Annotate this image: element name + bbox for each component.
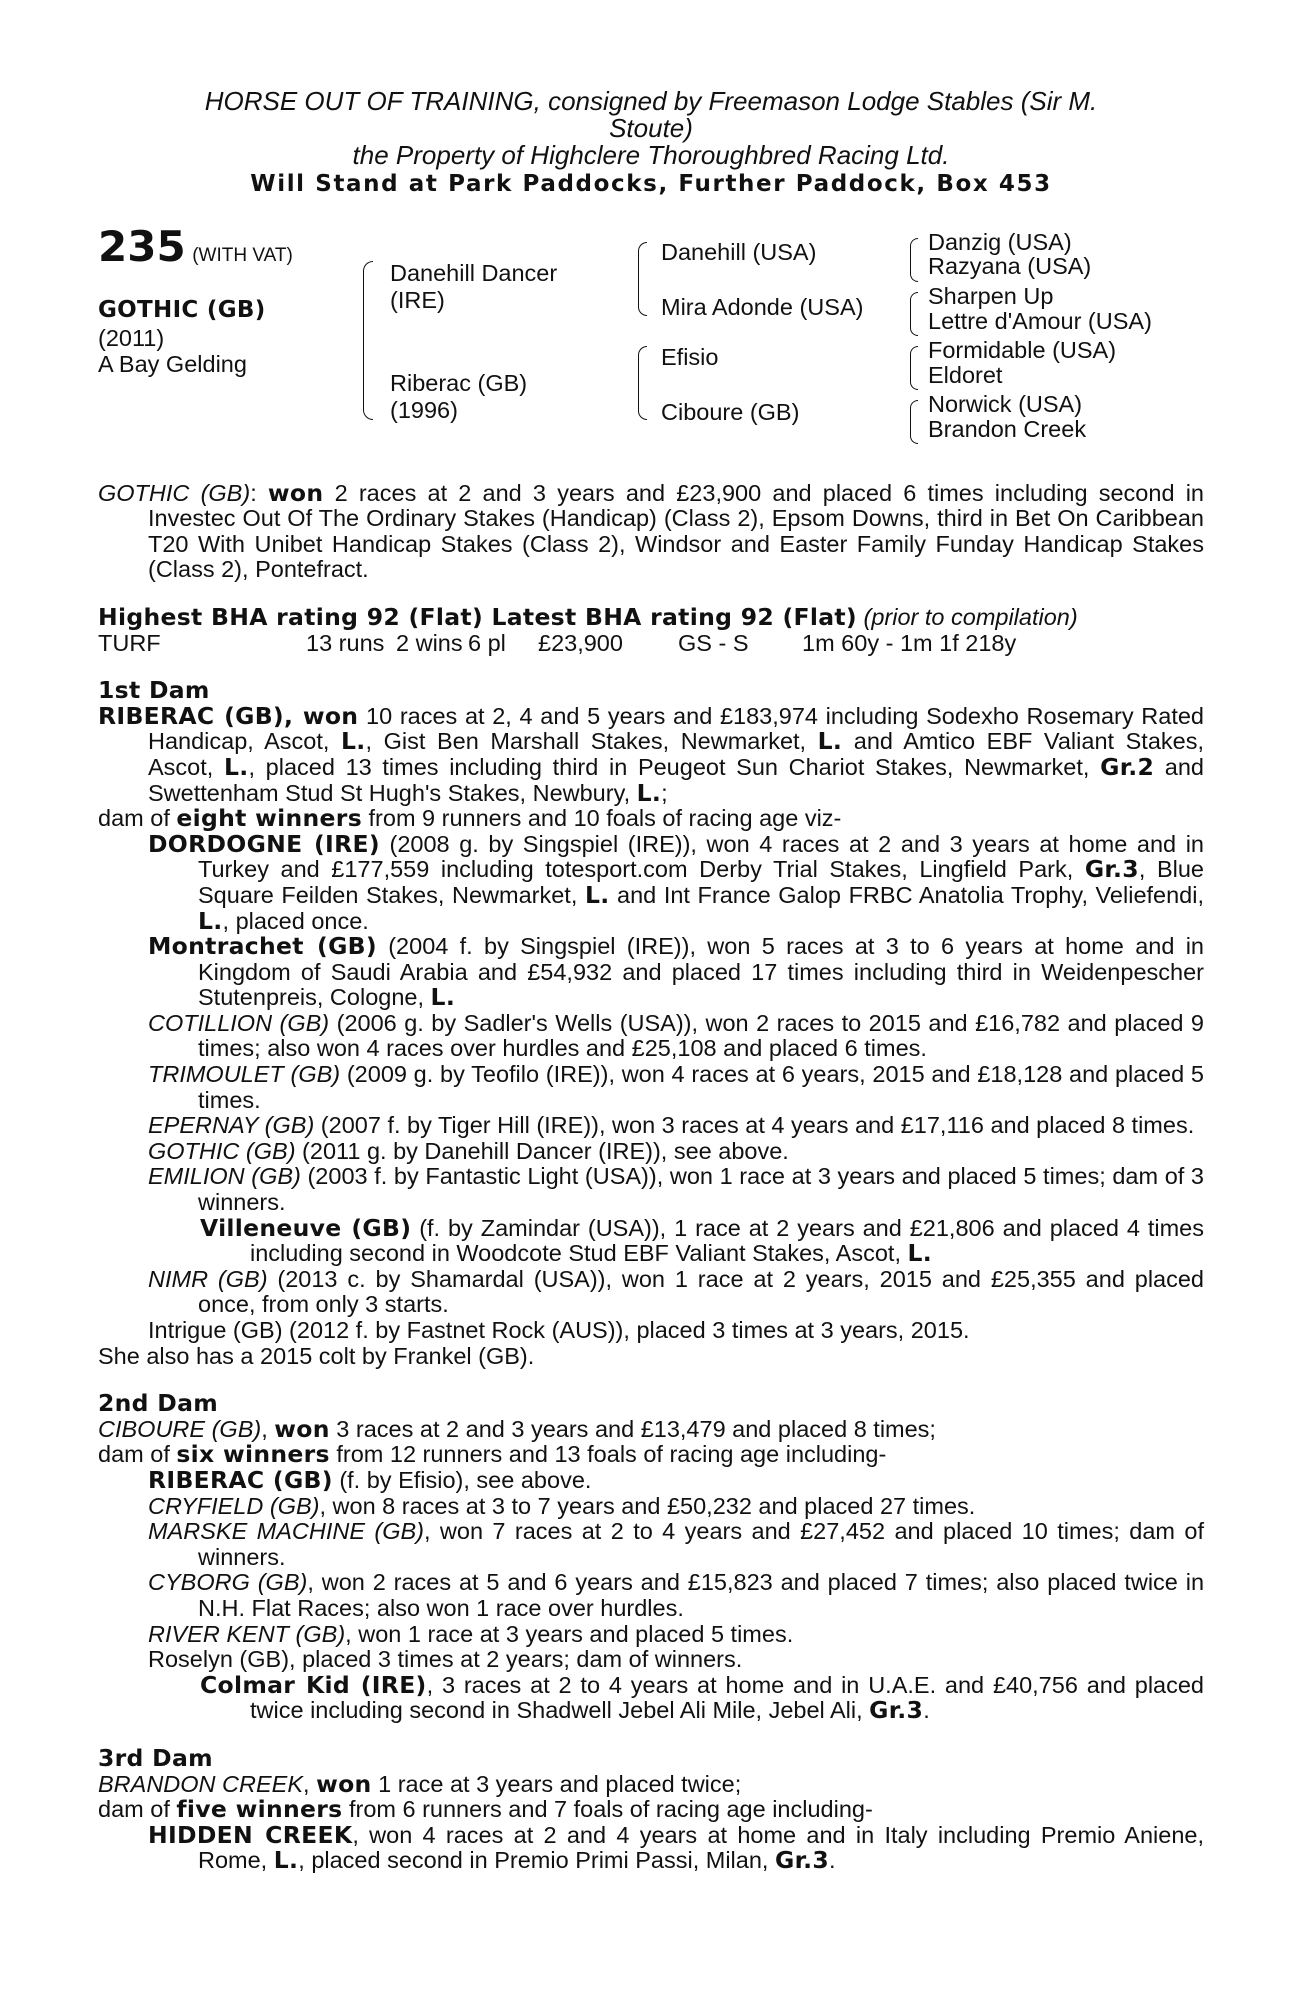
record-colon: :	[250, 479, 257, 506]
sire-dam: Mira Adonde (USA)	[661, 293, 864, 320]
produce-name: Villeneuve (GB)	[200, 1213, 412, 1242]
lot-number: 235	[98, 221, 186, 271]
produce-text: (2003 f. by Fantastic Light (USA)), won 1 race at 3 years and placed 5 times; dam of 3 winners.	[198, 1163, 1204, 1216]
group-2-marker: Gr.2	[1100, 752, 1155, 781]
produce-text: , placed second in Premio Primi Passi, Milan,	[298, 1847, 775, 1874]
sire-sire: Danehill (USA)	[661, 238, 817, 265]
header-line-2: Stoute)	[609, 113, 693, 143]
consignment-header	[98, 88, 1204, 169]
turf-going: GS - S	[678, 629, 749, 656]
dam-of-suffix: from 12 runners and 13 foals of racing age including-	[329, 1441, 887, 1468]
stand-location: Will Stand at Park Paddocks, Further Paddock, Box 453	[250, 171, 1052, 197]
produce-name: COTILLION (GB)	[148, 1009, 330, 1036]
sire-line-1: Danehill Dancer	[390, 259, 558, 286]
first-dam-produce-summary	[98, 806, 1204, 832]
horse-name: GOTHIC (GB)	[98, 296, 266, 323]
produce-text: , placed once.	[222, 907, 369, 934]
pedigree-brace-5	[910, 292, 918, 336]
dam-of-prefix: dam of	[98, 805, 177, 832]
pedigree-block	[98, 221, 1204, 469]
sire-sire-dam: Razyana (USA)	[928, 252, 1092, 279]
dam-of-suffix: from 9 runners and 10 foals of racing age viz-	[361, 805, 842, 832]
produce-name: HIDDEN CREEK	[148, 1820, 353, 1849]
second-dam-record: CIBOURE (GB), won 3 races at 2 and 3 years and £13,479 and placed 8 times;	[98, 1414, 936, 1443]
produce-text: (2011 g. by Danehill Dancer (IRE)), see above.	[295, 1137, 789, 1164]
produce-name: CYBORG (GB)	[148, 1569, 308, 1596]
listed-marker: L.	[430, 983, 456, 1012]
second-dam-produce-summary	[98, 1442, 1204, 1468]
dam-of-prefix: dam of	[98, 1796, 177, 1823]
group-3-marker: Gr.3	[774, 1846, 829, 1875]
produce-trimoulet	[98, 1062, 1204, 1113]
produce-text: (2006 g. by Sadler's Wells (USA)), won 2 races to 2015 and £16,782 and placed 9 times; also won 4 races over hurdles and £25,108 and placed 6 times.	[198, 1009, 1205, 1062]
produce-text: , won 4 races at 2 and 4 years at home and in Italy including Premio Aniene, Rome,	[198, 1821, 1204, 1874]
second-dam-name: CIBOURE (GB)	[98, 1415, 262, 1442]
produce-name: MARSKE MACHINE (GB)	[148, 1518, 424, 1545]
produce-name: Colmar Kid (IRE)	[200, 1670, 427, 1699]
produce-text: and Int France Galop FRBC Anatolia Trophy, Veliefendi,	[609, 881, 1205, 908]
dam-sire-dam: Eldoret	[928, 361, 1003, 388]
horse-record	[98, 478, 1204, 583]
first-dam-heading: 1st Dam	[98, 676, 210, 705]
produce-text: , won 1 race at 3 years and placed 5 times.	[345, 1620, 794, 1647]
produce-epernay	[98, 1113, 1204, 1139]
listed-marker: L.	[198, 906, 223, 935]
dam-line-2: (1996)	[390, 396, 458, 423]
produce-text: , won 7 races at 2 to 4 years and £27,452 and placed 10 times; dam of winners.	[198, 1518, 1204, 1570]
pedigree-brace-3	[638, 346, 647, 420]
header-line-3: the Property of Highclere Thoroughbred Racing Ltd.	[352, 140, 950, 170]
pedigree-brace-6	[910, 346, 918, 390]
produce-text: , won 2 races at 5 and 6 years and £15,823 and placed 7 times; also placed twice in N.H. Flat Races; also won 1 race over hurdles.	[198, 1569, 1205, 1621]
group-3-marker: Gr.3	[869, 1696, 924, 1725]
produce-emilion	[98, 1164, 1204, 1215]
produce-name: CRYFIELD (GB)	[148, 1492, 320, 1519]
third-dam-heading: 3rd Dam	[98, 1743, 213, 1772]
first-dam-record	[98, 701, 1204, 807]
produce-river-kent	[98, 1622, 1204, 1648]
produce-roselyn: Roselyn (GB), placed 3 times at 2 years; dam of winners.	[148, 1646, 743, 1673]
dam-dam: Ciboure (GB)	[661, 398, 800, 425]
listed-marker: L.	[907, 1239, 933, 1268]
produce-name: GOTHIC (GB)	[148, 1137, 296, 1164]
listed-marker: L.	[273, 1846, 299, 1875]
sire-dam-dam: Lettre d'Amour (USA)	[928, 307, 1152, 334]
turf-placed: 6 pl	[468, 629, 506, 656]
listed-marker: L.	[584, 880, 610, 909]
first-dam-text-3: and Amtico EBF Valiant Stakes, Ascot,	[148, 728, 1204, 780]
produce-marske-machine	[98, 1519, 1204, 1570]
dam-sire: Efisio	[661, 343, 719, 370]
first-dam-text-4: , placed 13 times including third in Peugeot Sun Chariot Stakes, Newmarket,	[248, 753, 1101, 780]
second-dam-text: 3 races at 2 and 3 years and £13,479 and placed 8 times;	[329, 1415, 936, 1442]
produce-cryfield	[98, 1494, 1204, 1520]
rating-note: (prior to compilation)	[863, 603, 1078, 630]
dam-of-prefix: dam of	[98, 1441, 177, 1468]
winners-count: six winners	[176, 1440, 330, 1469]
produce-cotillion	[98, 1011, 1204, 1062]
listed-marker: L.	[636, 778, 662, 807]
record-horse-name: GOTHIC (GB)	[98, 479, 251, 506]
foaling-year: (2011)	[98, 324, 165, 351]
dam-dam-dam: Brandon Creek	[928, 415, 1087, 442]
second-dam-won: won	[274, 1414, 330, 1443]
pedigree-brace-4	[910, 238, 918, 282]
third-dam-name: BRANDON CREEK	[98, 1770, 304, 1797]
produce-name: Montrachet (GB)	[148, 932, 377, 961]
group-3-marker: Gr.3	[1084, 855, 1139, 884]
produce-name: RIVER KENT (GB)	[148, 1620, 346, 1647]
produce-colmar-kid	[98, 1670, 1204, 1725]
produce-intrigue: Intrigue (GB) (2012 f. by Fastnet Rock (AUS)), placed 3 times at 3 years, 2015.	[148, 1317, 970, 1343]
produce-villeneuve	[98, 1213, 1204, 1268]
produce-name: DORDOGNE (IRE)	[148, 829, 380, 858]
produce-name: RIBERAC (GB)	[148, 1465, 333, 1494]
produce-text: (2013 c. by Shamardal (USA)), won 1 race at 2 years, 2015 and £25,355 and placed once, from only 3 starts.	[198, 1265, 1204, 1318]
produce-hidden-creek	[98, 1820, 1204, 1875]
pedigree-brace-2	[638, 242, 647, 316]
produce-text: , Blue Square Feilden Stakes, Newmarket,	[198, 856, 1204, 908]
lot-number-line	[98, 221, 293, 271]
horse-description: A Bay Gelding	[98, 350, 247, 377]
turf-wins: 2 wins	[396, 629, 463, 656]
rating-line	[98, 602, 1204, 631]
turf-record-row	[98, 631, 1204, 657]
first-dam-text-1: 10 races at 2, 4 and 5 years and £183,974 including Sodexho Rosemary Rated Handicap, Ascot,	[148, 702, 1204, 755]
produce-name: EPERNAY (GB)	[148, 1112, 315, 1139]
record-text: 2 races at 2 and 3 years and £23,900 and placed 6 times including second in Investec Out Of The Ordinary Stakes (Handicap) (Class 2), Epsom Downs, third in Bet On Caribbean T20 With Unibet Handicap Stakes (Class 2), Windsor and Easter Family Funday Handicap Stakes (Class 2), Pontefract.	[148, 479, 1204, 583]
turf-runs: 13 runs	[306, 629, 385, 656]
produce-text: .	[829, 1847, 836, 1874]
second-dam-heading: 2nd Dam	[98, 1389, 219, 1418]
produce-cyborg	[98, 1570, 1204, 1621]
produce-name: NIMR (GB)	[148, 1265, 268, 1292]
sire-sire-sire: Danzig (USA)	[928, 228, 1072, 255]
winners-count: eight winners	[176, 804, 362, 833]
sire-dam-sire: Sharpen Up	[928, 282, 1054, 309]
winners-count: five winners	[176, 1795, 343, 1824]
produce-text: (2008 g. by Singspiel (IRE)), won 4 races at 2 and 3 years at home and in Turkey and £177,559 including totesport.com Derby Trial Stakes, Lingfield Park,	[198, 830, 1204, 883]
colt-note: She also has a 2015 colt by Frankel (GB).	[98, 1342, 535, 1369]
sire-line-2: (IRE)	[390, 286, 445, 313]
dam-sire-sire: Formidable (USA)	[928, 336, 1117, 363]
produce-text: (f. by Zamindar (USA)), 1 race at 2 years and £21,806 and placed 4 times including second in Woodcote Stud EBF Valiant Stakes, Ascot,	[250, 1214, 1204, 1267]
listed-marker: L.	[817, 727, 843, 756]
turf-earnings: £23,900	[538, 629, 623, 656]
dam-of-suffix: from 6 runners and 7 foals of racing age including-	[342, 1796, 873, 1823]
first-dam-semicolon: ;	[661, 779, 668, 806]
dam-dam-sire: Norwick (USA)	[928, 390, 1083, 417]
produce-name: TRIMOULET (GB)	[148, 1061, 341, 1088]
produce-text: , 3 races at 2 to 4 years at home and in U.A.E. and £40,756 and placed twice including second in Shadwell Jebel Ali Mile, Jebel Ali,	[250, 1671, 1204, 1724]
third-dam-produce-summary	[98, 1797, 1204, 1823]
produce-dordogne	[98, 829, 1205, 935]
first-dam-text-2: , Gist Ben Marshall Stakes, Newmarket,	[365, 728, 818, 755]
record-won: won	[267, 478, 324, 507]
produce-text: (2009 g. by Teofilo (IRE)), won 4 races at 6 years, 2015 and £18,128 and placed 5 times.	[198, 1061, 1204, 1113]
produce-riberac	[98, 1465, 1204, 1494]
produce-montrachet	[98, 934, 1204, 1011]
listed-marker: L.	[223, 752, 249, 781]
turf-distance: 1m 60y - 1m 1f 218y	[802, 629, 1017, 656]
header-line-1: HORSE OUT OF TRAINING, consigned by Freemason Lodge Stables (Sir M.	[204, 86, 1098, 116]
vat-note: (WITH VAT)	[192, 244, 293, 266]
pedigree-brace-7	[910, 400, 918, 444]
first-dam-text-5: and Swettenham Stud St Hugh's Stakes, Newbury,	[148, 753, 1204, 806]
first-dam-name: RIBERAC (GB)	[98, 701, 284, 730]
dam-line-1: Riberac (GB)	[390, 369, 528, 396]
rating-text: Highest BHA rating 92 (Flat) Latest BHA rating 92 (Flat)	[98, 602, 857, 631]
third-dam-won: won	[316, 1769, 372, 1798]
produce-text: (f. by Efisio), see above.	[332, 1466, 592, 1493]
first-dam-won: , won	[283, 701, 359, 730]
produce-name: EMILION (GB)	[148, 1163, 301, 1190]
produce-nimr	[98, 1267, 1204, 1318]
produce-text: .	[923, 1697, 930, 1724]
pedigree-brace-1	[363, 261, 373, 420]
catalogue-page	[98, 88, 1204, 1874]
produce-text: , won 8 races at 3 to 7 years and £50,232 and placed 27 times.	[319, 1492, 976, 1519]
produce-text: (2007 f. by Tiger Hill (IRE)), won 3 races at 4 years and £17,116 and placed 8 times.	[314, 1112, 1195, 1139]
turf-surface: TURF	[98, 629, 161, 656]
produce-gothic	[98, 1139, 1204, 1165]
listed-marker: L.	[341, 727, 366, 756]
third-dam-text: 1 race at 3 years and placed twice;	[371, 1770, 742, 1797]
produce-text: (2004 f. by Singspiel (IRE)), won 5 races at 3 to 6 years at home and in Kingdom of Saudi Arabia and £54,932 and placed 17 times including third in Weidenpescher Stutenpreis, Cologne,	[198, 933, 1204, 1011]
third-dam-record: BRANDON CREEK, won 1 race at 3 years and placed twice;	[98, 1769, 742, 1798]
